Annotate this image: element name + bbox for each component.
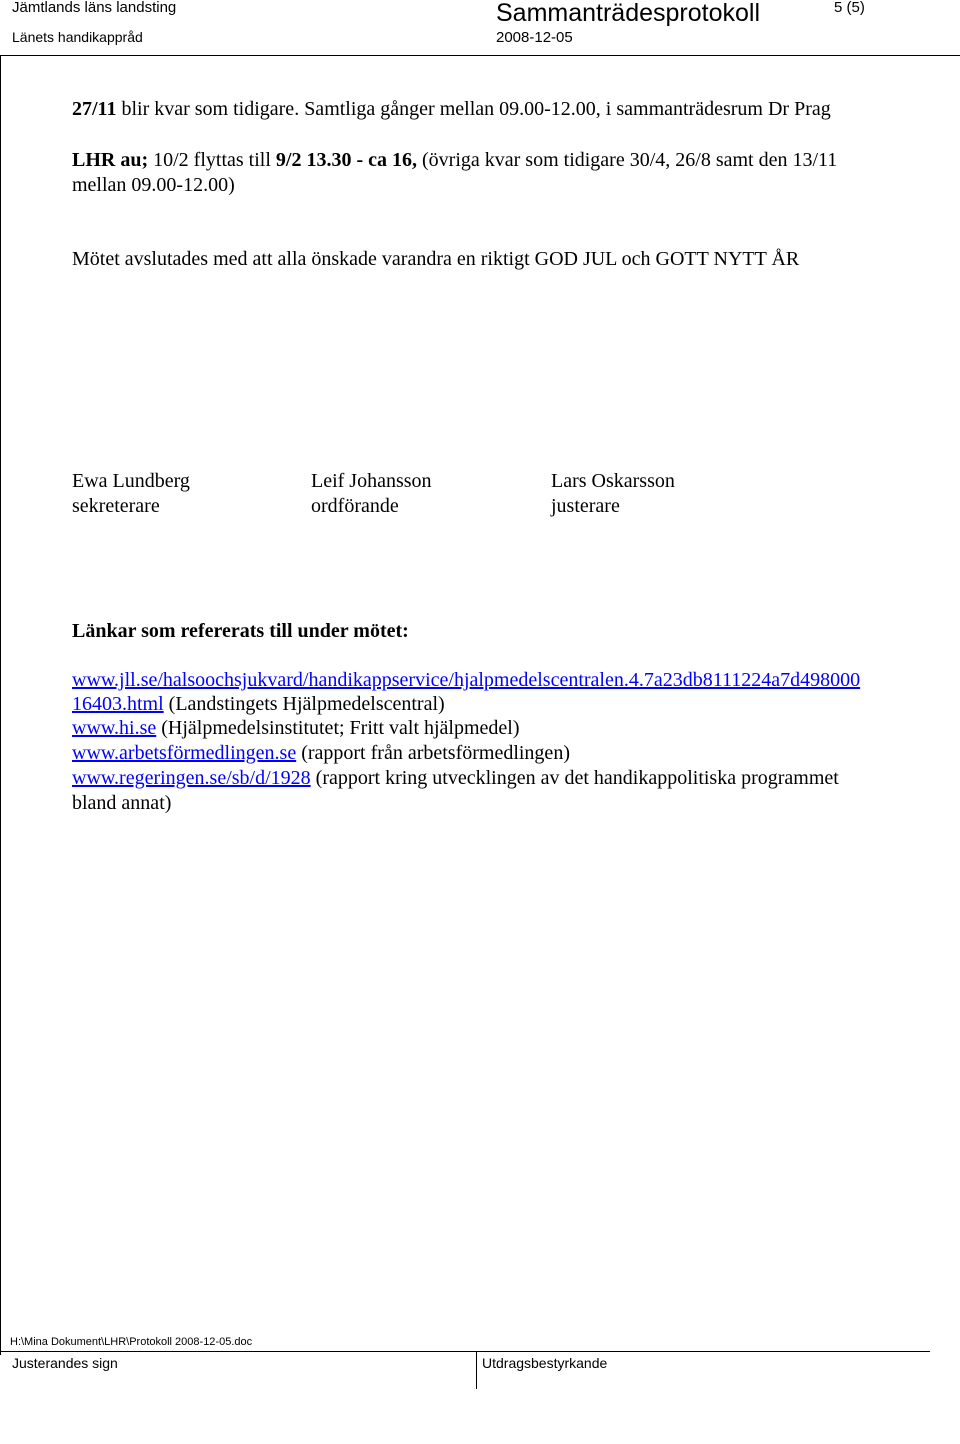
document-title: Sammanträdesprotokoll	[496, 0, 761, 27]
link-description: (rapport från arbetsförmedlingen)	[296, 742, 570, 764]
closing-paragraph: Mötet avslutades med att alla önskade varandra en riktigt GOD JUL och GOTT NYTT ÅR	[72, 248, 800, 270]
paragraph-lhr-au-line2: mellan 09.00-12.00)	[72, 174, 235, 196]
moved-date-bold: 9/2 13.30 - ca 16,	[275, 149, 417, 171]
signature-label: Justerandes sign	[12, 1355, 118, 1371]
footer-divider	[476, 1351, 477, 1389]
footer-rule	[0, 1351, 930, 1352]
file-path: H:\Mina Dokument\LHR\Protokoll 2008-12-05.doc	[10, 1336, 253, 1348]
link-regeringen[interactable]: www.regeringen.se/sb/d/1928	[72, 767, 311, 789]
signature-role: ordförande	[311, 495, 399, 517]
paragraph-text: (övriga kvar som tidigare 30/4, 26/8 samt den 13/11	[417, 149, 838, 171]
left-margin-line	[0, 55, 1, 1355]
paragraph-lhr-au	[72, 148, 837, 173]
link-description: (rapport kring utvecklingen av det handikappolitiska programmet	[310, 767, 839, 789]
links-heading: Länkar som refererats till under mötet:	[72, 620, 409, 642]
link-line	[72, 716, 520, 741]
signature-role: sekreterare	[72, 495, 160, 517]
link-line	[72, 692, 445, 717]
document-date: 2008-12-05	[496, 29, 573, 46]
link-description: (Landstingets Hjälpmedelscentral)	[163, 693, 445, 715]
link-line	[72, 741, 570, 766]
page-number: 5 (5)	[834, 0, 865, 16]
link-description-line2: bland annat)	[72, 792, 172, 814]
signature-name: Leif Johansson	[311, 470, 432, 492]
link-description: (Hjälpmedelsinstitutet; Fritt valt hjälpmedel)	[156, 717, 520, 739]
link-line	[72, 668, 860, 693]
signature-name: Lars Oskarsson	[551, 470, 675, 492]
link-hi[interactable]: www.hi.se	[72, 717, 157, 739]
paragraph-text: 10/2 flyttas till	[148, 149, 276, 171]
link-line	[72, 766, 839, 791]
signature-role: justerare	[551, 495, 620, 517]
link-arbetsformedlingen[interactable]: www.arbetsförmedlingen.se	[72, 742, 297, 764]
org-name: Jämtlands läns landsting	[12, 0, 177, 16]
date-bold: 27/11	[72, 98, 117, 120]
paragraph-meeting-times	[72, 97, 831, 122]
link-jll[interactable]: www.jll.se/halsoochsjukvard/handikappservice/hjalpmedelscentralen.4.7a23db8111224a7d498000	[72, 669, 861, 691]
paragraph-text: blir kvar som tidigare. Samtliga gånger mellan 09.00-12.00, i sammanträdesrum Dr Prag	[116, 98, 831, 120]
link-jll-continued[interactable]: 16403.html	[72, 693, 164, 715]
extract-label: Utdragsbestyrkande	[482, 1355, 608, 1371]
lhr-au-bold: LHR au;	[72, 149, 149, 171]
header-rule	[0, 55, 960, 56]
signature-name: Ewa Lundberg	[72, 470, 190, 492]
department-name: Länets handikappråd	[12, 29, 143, 45]
